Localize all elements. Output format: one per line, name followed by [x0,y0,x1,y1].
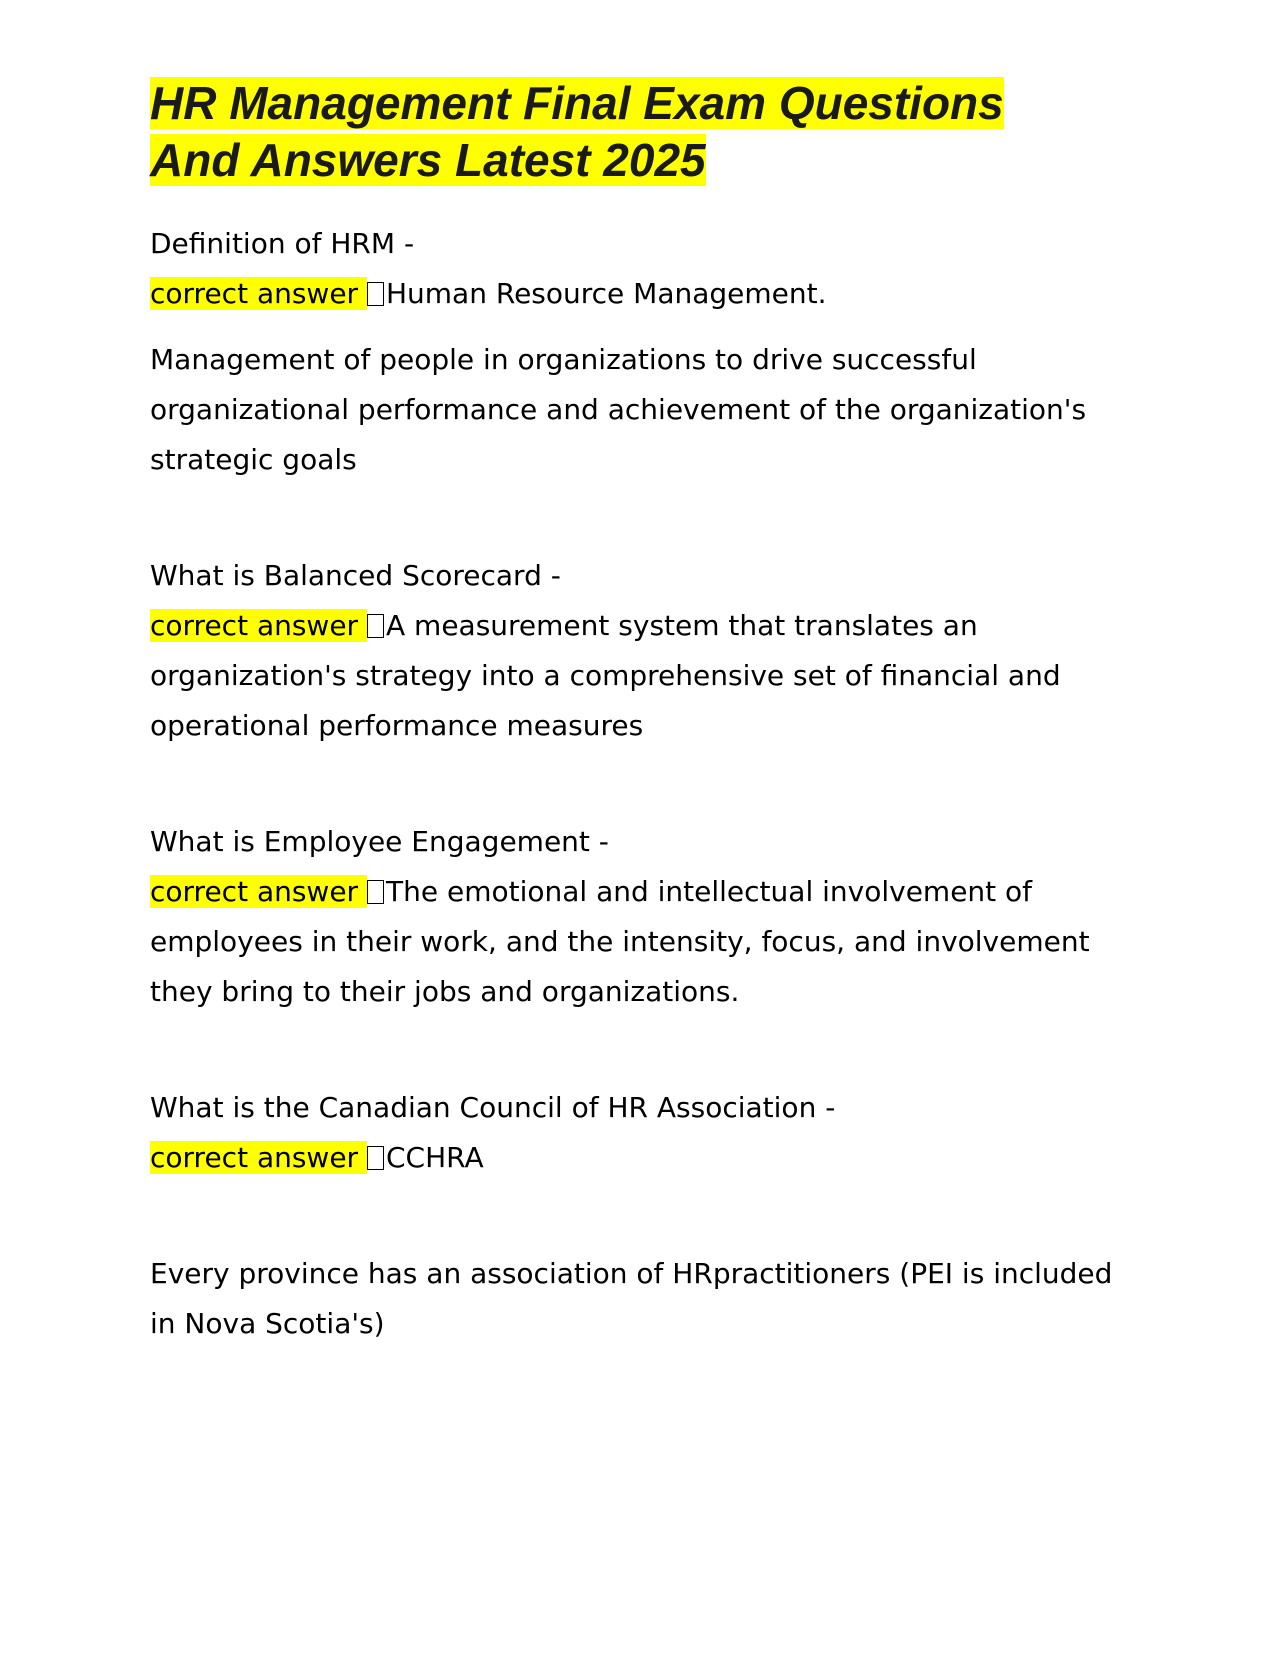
question-3: What is Employee Engagement - [150,825,609,858]
missing-glyph-icon [367,282,384,306]
answer-text-3: The emotional and intellectual involvement of employees in their work, and the intensity, focus, and involvement they bring to their jobs and organizations. [150,875,1090,1008]
missing-glyph-icon [367,1146,384,1170]
missing-glyph-icon [367,614,384,638]
answer-extra-1: Management of people in organizations to drive successful organizational performance and achievement of the organization's strategic goals [150,343,1087,476]
title-line-2: And Answers Latest 2025 [150,134,706,186]
answer-3 [150,867,1140,1017]
title-line-1: HR Management Final Exam Questions [150,77,1004,129]
question-4: What is the Canadian Council of HR Association - [150,1091,836,1124]
document-title [150,75,1140,189]
question-1: Definition of HRM - [150,227,415,260]
document-content [150,75,1140,1349]
answer-label-1: correct answer [150,277,367,310]
missing-glyph-icon [367,880,384,904]
answer-4 [150,1133,1140,1183]
answer-extra-4: Every province has an association of HRpractitioners (PEI is included in Nova Scotia's) [150,1257,1113,1340]
answer-text-1: Human Resource Management. [385,277,827,310]
answer-label-4: correct answer [150,1141,367,1174]
answer-label-3: correct answer [150,875,367,908]
answer-label-2: correct answer [150,609,367,642]
answer-text-4: CCHRA [385,1141,484,1174]
question-2: What is Balanced Scorecard - [150,559,561,592]
answer-text-2: A measurement system that translates an organization's strategy into a comprehensive set of financial and operational performance measures [150,609,1061,742]
answer-2 [150,601,1140,751]
answer-1 [150,269,1140,319]
